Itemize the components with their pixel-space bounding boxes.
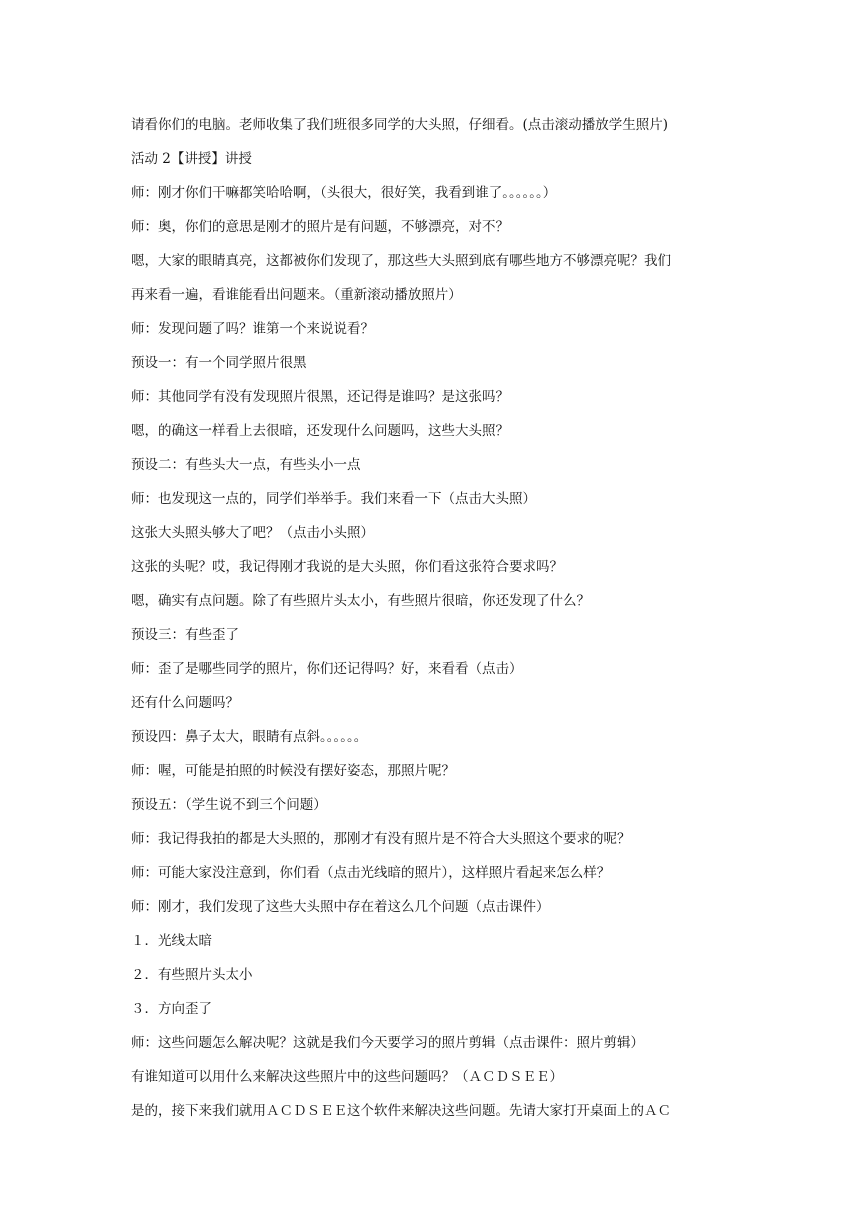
activity-heading: 活动 2【讲授】讲授 — [131, 151, 252, 167]
list-item: ３．方向歪了 — [131, 1001, 212, 1017]
paragraph-line: 师：歪了是哪些同学的照片，你们还记得吗？好，来看看（点击） — [131, 661, 523, 677]
paragraph-line: 是的，接下来我们就用ＡＣＤＳＥＥ这个软件来解决这些问题。先请大家打开桌面上的ＡＣ — [131, 1103, 671, 1119]
paragraph-line: 还有什么问题吗？ — [131, 695, 239, 711]
paragraph-line: 预设二：有些头大一点，有些头小一点 — [131, 457, 361, 473]
paragraph-line: 师：其他同学有没有发现照片很黑，还记得是谁吗？是这张吗？ — [131, 389, 509, 405]
paragraph-line: 预设一：有一个同学照片很黑 — [131, 355, 307, 371]
paragraph-line: 有谁知道可以用什么来解决这些照片中的这些问题吗？（ＡＣＤＳＥＥ） — [131, 1069, 563, 1085]
paragraph-line: 这张大头照头够大了吧？（点击小头照） — [131, 525, 374, 541]
paragraph-line: 再来看一遍，看谁能看出问题来。（重新滚动播放照片） — [131, 287, 462, 303]
paragraph-line: 师：喔，可能是拍照的时候没有摆好姿态，那照片呢？ — [131, 763, 455, 779]
paragraph-line: 师：也发现这一点的，同学们举举手。我们来看一下（点击大头照） — [131, 491, 536, 507]
paragraph-line: 预设五：（学生说不到三个问题） — [131, 797, 327, 813]
list-item: １．光线太暗 — [131, 933, 212, 949]
paragraph-line: 师：奥，你们的意思是刚才的照片是有问题，不够漂亮，对不？ — [131, 219, 509, 235]
paragraph-line: 嗯，确实有点问题。除了有些照片头太小，有些照片很暗，你还发现了什么？ — [131, 593, 590, 609]
paragraph-line: 师：发现问题了吗？谁第一个来说说看？ — [131, 321, 374, 337]
paragraph-line: 嗯，的确这一样看上去很暗，还发现什么问题吗，这些大头照？ — [131, 423, 509, 439]
paragraph-line: 预设四：鼻子太大，眼睛有点斜。。。。。。 — [131, 729, 368, 745]
paragraph-line: 师：这些问题怎么解决呢？这就是我们今天要学习的照片剪辑（点击课件：照片剪辑） — [131, 1035, 644, 1051]
paragraph-line: 师：可能大家没注意到，你们看（点击光线暗的照片），这样照片看起来怎么样？ — [131, 865, 611, 881]
paragraph-line: 师：刚才你们干嘛都笑哈哈啊，（头很大，很好笑，我看到谁了。。。。。。） — [131, 185, 557, 201]
paragraph-line: 请看你们的电脑。老师收集了我们班很多同学的大头照，仔细看。(点击滚动播放学生照片) — [131, 117, 669, 133]
paragraph-line: 师：刚才，我们发现了这些大头照中存在着这么几个问题（点击课件） — [131, 899, 550, 915]
paragraph-line: 师：我记得我拍的都是大头照的，那刚才有没有照片是不符合大头照这个要求的呢？ — [131, 831, 631, 847]
document-body — [131, 108, 735, 1128]
paragraph-line: 嗯，大家的眼睛真亮，这都被你们发现了，那这些大头照到底有哪些地方不够漂亮呢？我们 — [131, 253, 671, 269]
paragraph-line: 这张的头呢？哎，我记得刚才我说的是大头照，你们看这张符合要求吗？ — [131, 559, 563, 575]
list-item: ２．有些照片头太小 — [131, 967, 253, 983]
paragraph-line: 预设三：有些歪了 — [131, 627, 239, 643]
